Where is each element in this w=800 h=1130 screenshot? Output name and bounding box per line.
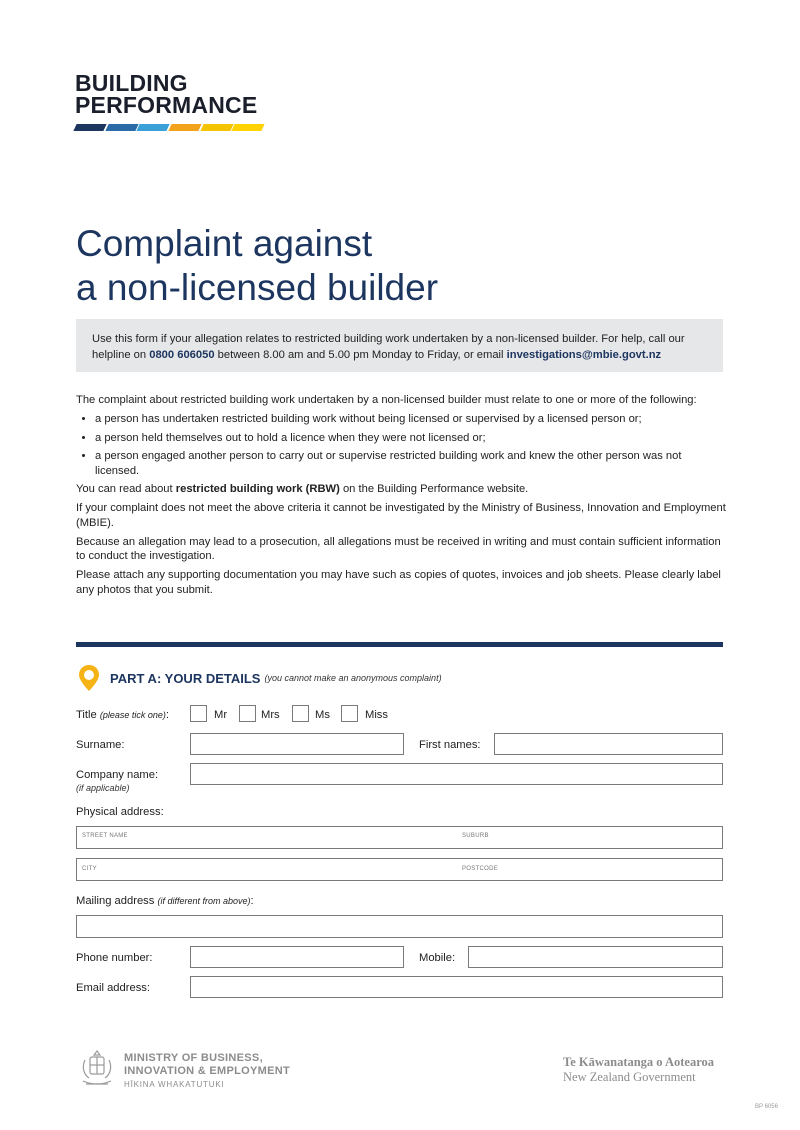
first-names-label: First names: — [419, 739, 481, 751]
building-performance-logo — [75, 72, 257, 116]
email-field[interactable] — [190, 976, 723, 998]
gov-line-2: New Zealand Government — [563, 1070, 696, 1084]
title-hint: (please tick one) — [99, 710, 166, 720]
logo-stripe-segment — [232, 124, 265, 131]
title-line-1: Complaint against — [76, 223, 373, 264]
part-a-title: PART A: YOUR DETAILS — [110, 670, 261, 686]
physical-address-label: Physical address: — [76, 806, 164, 818]
part-a-note: (you cannot make an anonymous complaint) — [264, 673, 442, 683]
mbie-line-3: HĪKINA WHAKATUTUKI — [124, 1080, 225, 1089]
email-label: Email address: — [76, 982, 150, 994]
title-line-2: a non-licensed builder — [76, 267, 439, 308]
phone-field[interactable] — [190, 946, 404, 968]
mailing-label-text: Mailing address — [76, 895, 155, 907]
body-text — [76, 393, 726, 602]
title-ms-label: Ms — [315, 709, 330, 721]
list-item: • a person has undertaken restricted building work without being licensed or supervised by a licensed person or; — [95, 412, 726, 427]
helpline-number: 0800 606050 — [149, 349, 215, 361]
first-names-field[interactable] — [494, 733, 723, 755]
surname-label: Surname: — [76, 739, 125, 751]
mailing-address-label — [76, 895, 254, 907]
street-suburb-field[interactable] — [76, 826, 723, 849]
city-label: CITY — [82, 866, 97, 872]
title-mr-label: Mr — [214, 709, 228, 721]
logo-line-2: PERFORMANCE — [75, 92, 258, 118]
mbie-line-1: MINISTRY OF BUSINESS, — [124, 1052, 263, 1064]
page-title — [76, 222, 438, 310]
rbw-link[interactable]: restricted building work (RBW) — [175, 483, 340, 495]
gov-line-1: Te Kāwanatanga o Aotearoa — [563, 1055, 715, 1069]
nz-government-logo — [563, 1055, 714, 1085]
list-item: • a person engaged another person to carry out or supervise restricted building work and knew the other person was not licensed. — [95, 449, 726, 478]
city-postcode-field[interactable] — [76, 858, 723, 881]
email-link[interactable]: investigations@mbie.govt.nz — [506, 349, 662, 361]
attachments-paragraph: Please attach any supporting documentation you may have such as copies of quotes, invoices and job sheets. Please clearly label any photos that you submit. — [76, 569, 721, 596]
rbw-text-1: You can read about — [76, 483, 176, 495]
title-miss-label: Miss — [365, 709, 388, 721]
intro-text-2: between 8.00 am and 5.00 pm Monday to Friday, or email — [214, 349, 507, 361]
rbw-text-2: on the Building Performance website. — [339, 483, 529, 495]
lead-paragraph: The complaint about restricted building work undertaken by a non-licensed builder must relate to one or more of the following: — [76, 394, 697, 406]
criteria-paragraph: If your complaint does not meet the above criteria it cannot be investigated by the Ministry of Business, Innovation and Employment (MBIE). — [76, 502, 726, 529]
form-code: BP 6056 — [755, 1104, 778, 1110]
company-name-field[interactable] — [190, 763, 723, 785]
surname-field[interactable] — [190, 733, 404, 755]
title-mrs-checkbox[interactable] — [239, 705, 256, 722]
logo-stripe-segment — [73, 124, 106, 131]
suburb-label: SUBURB — [462, 833, 489, 839]
nz-coat-of-arms-icon — [77, 1048, 117, 1088]
list-item: • a person held themselves out to hold a licence when they were not licensed or; — [95, 431, 726, 446]
part-a-header — [78, 664, 442, 692]
criteria-list — [76, 412, 726, 478]
postcode-label: POSTCODE — [462, 866, 499, 872]
logo-stripe-segment — [200, 124, 233, 131]
company-label: Company name: — [76, 769, 159, 781]
section-divider — [76, 642, 723, 647]
title-colon: : — [165, 709, 169, 721]
logo-stripe-segment — [137, 124, 170, 131]
mailing-hint: (if different from above) — [157, 896, 251, 906]
title-mr-checkbox[interactable] — [190, 705, 207, 722]
logo-line-1: BUILDING — [75, 70, 188, 96]
logo-stripe-segment — [105, 124, 138, 131]
mobile-field[interactable] — [468, 946, 723, 968]
title-label — [76, 709, 169, 721]
mobile-label: Mobile: — [419, 952, 456, 964]
mailing-colon: : — [250, 895, 254, 907]
logo-stripe-segment — [168, 124, 201, 131]
title-label-text: Title — [76, 709, 97, 721]
intro-text-1: Use this form if your allegation relates to restricted building work undertaken by a non-licensed builder. For help, call our helpline on — [92, 333, 685, 361]
mailing-address-field[interactable] — [76, 915, 723, 938]
rbw-paragraph — [76, 482, 726, 497]
title-miss-checkbox[interactable] — [341, 705, 358, 722]
phone-label: Phone number: — [76, 952, 153, 964]
street-name-label: STREET NAME — [82, 833, 128, 839]
logo-stripe — [75, 124, 263, 131]
title-mrs-label: Mrs — [261, 709, 280, 721]
title-ms-checkbox[interactable] — [292, 705, 309, 722]
prosecution-paragraph: Because an allegation may lead to a prosecution, all allegations must be received in writing and must contain sufficient information to conduct the investigation. — [76, 535, 721, 562]
intro-info-box — [76, 319, 723, 372]
company-hint: (if applicable) — [76, 783, 130, 793]
mbie-logo — [124, 1052, 290, 1091]
location-pin-icon — [78, 664, 100, 692]
mbie-line-2: INNOVATION & EMPLOYMENT — [124, 1065, 290, 1077]
